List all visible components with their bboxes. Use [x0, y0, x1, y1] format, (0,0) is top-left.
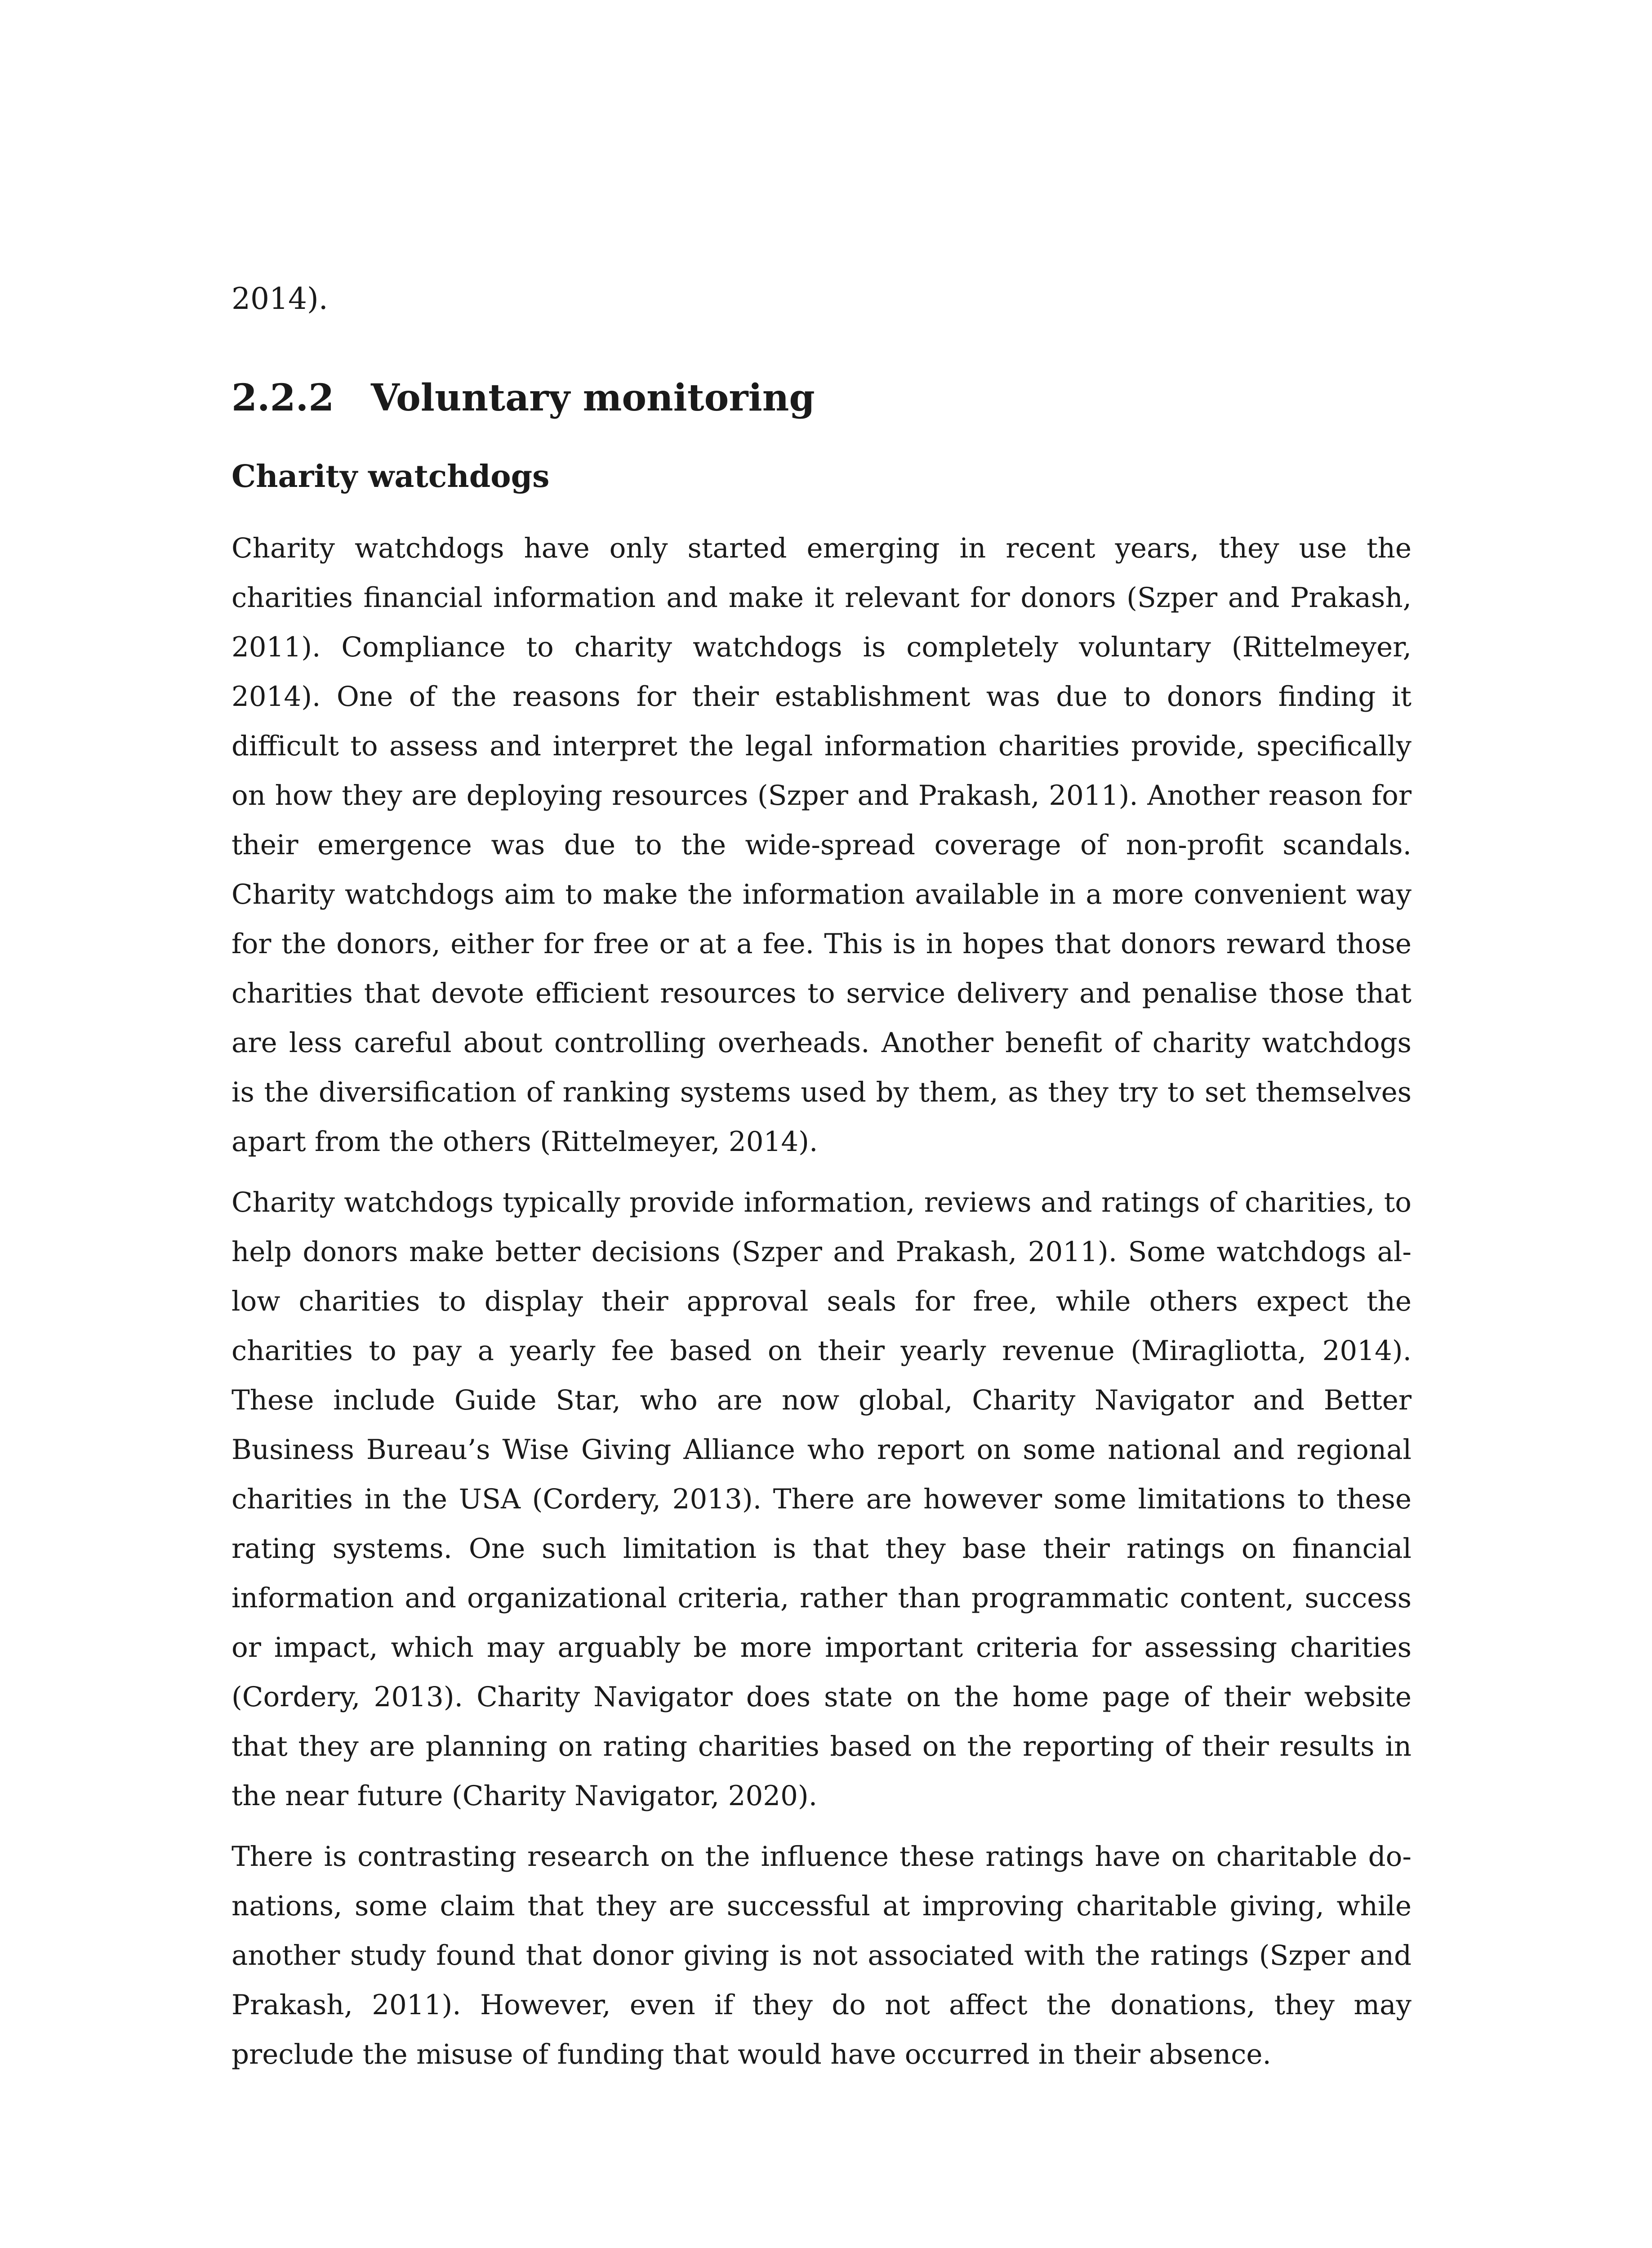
section-heading — [232, 373, 1412, 423]
section-number: 2.2.2 — [232, 376, 334, 419]
section-title: Voluntary monitoring — [371, 376, 815, 419]
page-number — [0, 2241, 1652, 2248]
carryover-text: 2014). — [232, 281, 328, 316]
body-paragraph: Charity watchdogs typically provide information, reviews and ratings of charities, to help donors make better decisions (Szper and Prakash, 2011). Some watchdogs allow charities to display their approval seals for free, while others expect the charities to pay a yearly fee based on their yearly revenue (Miragliotta, 2014). These include Guide Star, who are now global, Charity Navigator and Better Business Bureau’s Wise Giving Alliance who report on some national and regional charities in the USA (Cordery, 2013). There are however some limitations to these rating systems. One such limitation is that they base their ratings on financial information and organizational criteria, rather than programmatic content, success or impact, which may arguably be more important criteria for assessing charities (Cordery, 2013). Charity Navigator does state on the home page of their website that they are planning on rating charities based on the reporting of their results in the near future (Charity Navigator, 2020). — [232, 1186, 1412, 1812]
body-paragraph: Charity watchdogs have only started emerging in recent years, they use the charities financial information and make it relevant for donors (Szper and Prakash, 2011). Compliance to charity watchdogs is completely voluntary (Rittelmeyer, 2014). One of the reasons for their establishment was due to donors finding it difficult to assess and interpret the legal information charities provide, specifically on how they are deploying resources (Szper and Prakash, 2011). Another reason for their emergence was due to the wide-spread coverage of non-profit scandals. Charity watchdogs aim to make the information available in a more convenient way for the donors, either for free or at a fee. This is in hopes that donors reward those charities that devote efficient resources to service delivery and penalise those that are less careful about controlling overheads. Another benefit of charity watchdogs is the diversification of ranking systems used by them, as they try to set themselves apart from the others (Rittelmeyer, 2014). — [232, 532, 1412, 1158]
subsection-heading: Charity watchdogs — [232, 459, 550, 495]
body-paragraph: There is contrasting research on the influence these ratings have on charitable donations, some claim that they are successful at improving charitable giving, while another study found that donor giving is not associated with the ratings (Szper and Prakash, 2011). However, even if they do not affect the donations, they may preclude the misuse of funding that would have occurred in their absence. — [232, 1841, 1412, 2070]
